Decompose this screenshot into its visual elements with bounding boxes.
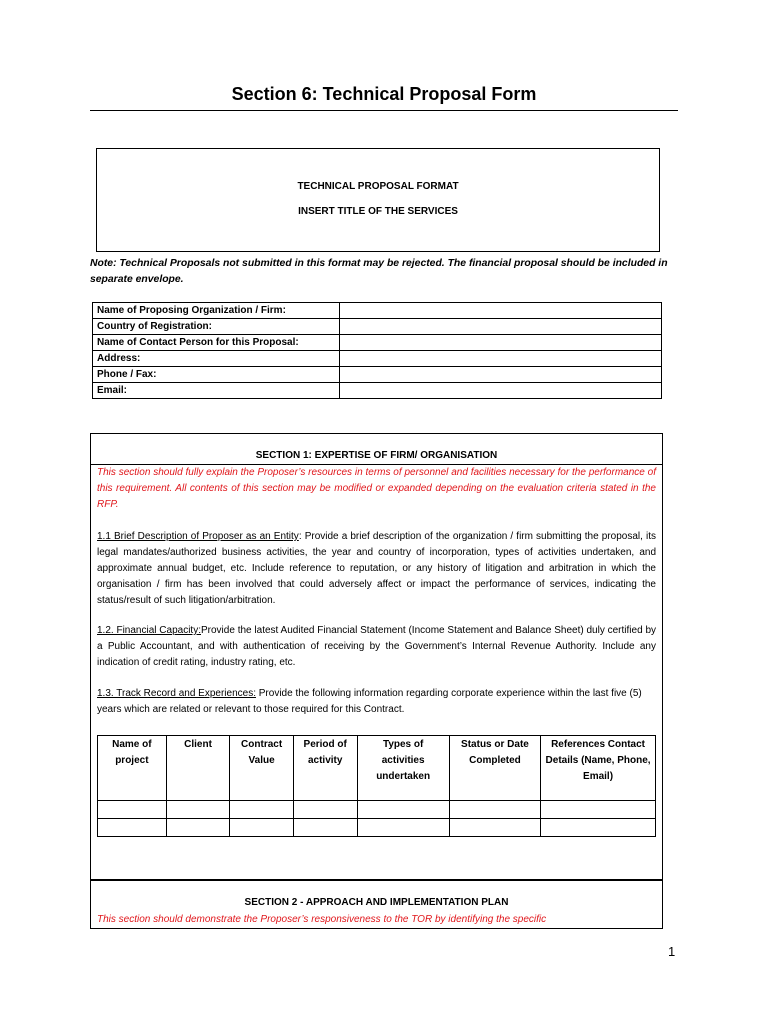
track-record-table (97, 735, 656, 837)
track-table-header: Status or Date Completed (449, 736, 540, 801)
info-row (93, 319, 662, 335)
track-table-cell[interactable] (166, 819, 230, 837)
info-row (93, 383, 662, 399)
track-table-cell[interactable] (166, 801, 230, 819)
paragraph-1-3-title: 1.3. Track Record and Experiences: (97, 688, 256, 699)
paragraph-1-2-text: Provide the latest Audited Financial Statement (Income Statement and Balance Sheet) duly certified by a Public Accountant, and with authentication of receiving by the Government’s Internal Revenue Authority. Include any indication of credit rating, industry rating, etc. (97, 625, 657, 668)
track-table-header: Name of project (98, 736, 167, 801)
page-number: 1 (668, 944, 676, 959)
title-divider (90, 110, 678, 111)
track-table-cell[interactable] (357, 801, 449, 819)
track-table-header: Client (166, 736, 230, 801)
paragraph-1-3-text: Provide the following information regarding corporate experience within the last five (5) years which are related or relevant to those required for this Contract. (97, 688, 642, 715)
submission-note: Note: Technical Proposals not submitted in this format may be rejected. The financial proposal should be included in separate envelope. (90, 258, 668, 285)
track-table-cell[interactable] (541, 819, 656, 837)
info-value-field[interactable] (340, 367, 662, 383)
page-title: Section 6: Technical Proposal Form (231, 84, 537, 104)
track-table-header: Period of activity (293, 736, 357, 801)
track-table-header: Contract Value (230, 736, 294, 801)
track-table-cell[interactable] (357, 819, 449, 837)
track-table-cell[interactable] (98, 801, 167, 819)
info-label: Name of Contact Person for this Proposal: (93, 335, 340, 351)
paragraph-1-1-title: 1.1 Brief Description of Proposer as an Entity (97, 531, 299, 542)
track-table-cell[interactable] (98, 819, 167, 837)
track-table-cell[interactable] (230, 801, 294, 819)
track-table-cell[interactable] (293, 819, 357, 837)
info-value-field[interactable] (340, 383, 662, 399)
paragraph-1-2 (97, 623, 656, 671)
info-row (93, 303, 662, 319)
format-box (96, 148, 660, 252)
section-2-divider (91, 879, 662, 881)
section-1-heading: SECTION 1: EXPERTISE OF FIRM/ ORGANISATION (255, 450, 498, 461)
paragraph-1-3 (97, 686, 656, 718)
info-row (93, 335, 662, 351)
track-table-cell[interactable] (293, 801, 357, 819)
paragraph-1-2-title: 1.2. Financial Capacity: (97, 625, 201, 636)
format-line-2: INSERT TITLE OF THE SERVICES (298, 206, 458, 217)
track-table-row (98, 801, 656, 819)
paragraph-1-1 (97, 529, 656, 609)
info-value-field[interactable] (340, 303, 662, 319)
section-1-instruction: This section should fully explain the Proposer’s resources in terms of personnel and facilities necessary for the performance of this requirement. All contents of this section may be modified or expanded depending on the evaluation criteria stated in the RFP. (97, 467, 656, 510)
section-box (90, 433, 663, 929)
info-label: Email: (93, 383, 340, 399)
track-table-cell[interactable] (541, 801, 656, 819)
info-value-field[interactable] (340, 319, 662, 335)
info-label: Name of Proposing Organization / Firm: (93, 303, 340, 319)
section-2-heading: SECTION 2 - APPROACH AND IMPLEMENTATION PLAN (244, 897, 509, 908)
info-value-field[interactable] (340, 351, 662, 367)
info-label: Country of Registration: (93, 319, 340, 335)
format-line-1: TECHNICAL PROPOSAL FORMAT (297, 181, 459, 192)
info-row (93, 367, 662, 383)
track-table-cell[interactable] (449, 819, 540, 837)
info-label: Phone / Fax: (93, 367, 340, 383)
track-table-row (98, 819, 656, 837)
track-table-header: References Contact Details (Name, Phone, Email) (541, 736, 656, 801)
info-label: Address: (93, 351, 340, 367)
paragraph-1-1-text: : Provide a brief description of the organization / firm submitting the proposal, its legal mandates/authorized business activities, the year and country of incorporation, types of activities undertaken, and approximate annual budget, etc. Include reference to reputation, or any history of litigation and arbitration in which the organisation / firm has been involved that could adversely affect or impact the performance of services, indicating the status/result of such litigation/arbitration. (97, 531, 656, 606)
track-table-header: Types of activities undertaken (357, 736, 449, 801)
track-table-cell[interactable] (449, 801, 540, 819)
info-value-field[interactable] (340, 335, 662, 351)
track-table-cell[interactable] (230, 819, 294, 837)
proposer-info-table (92, 302, 662, 399)
section-2-instruction: This section should demonstrate the Proposer’s responsiveness to the TOR by identifying the specific (97, 914, 547, 925)
info-row (93, 351, 662, 367)
